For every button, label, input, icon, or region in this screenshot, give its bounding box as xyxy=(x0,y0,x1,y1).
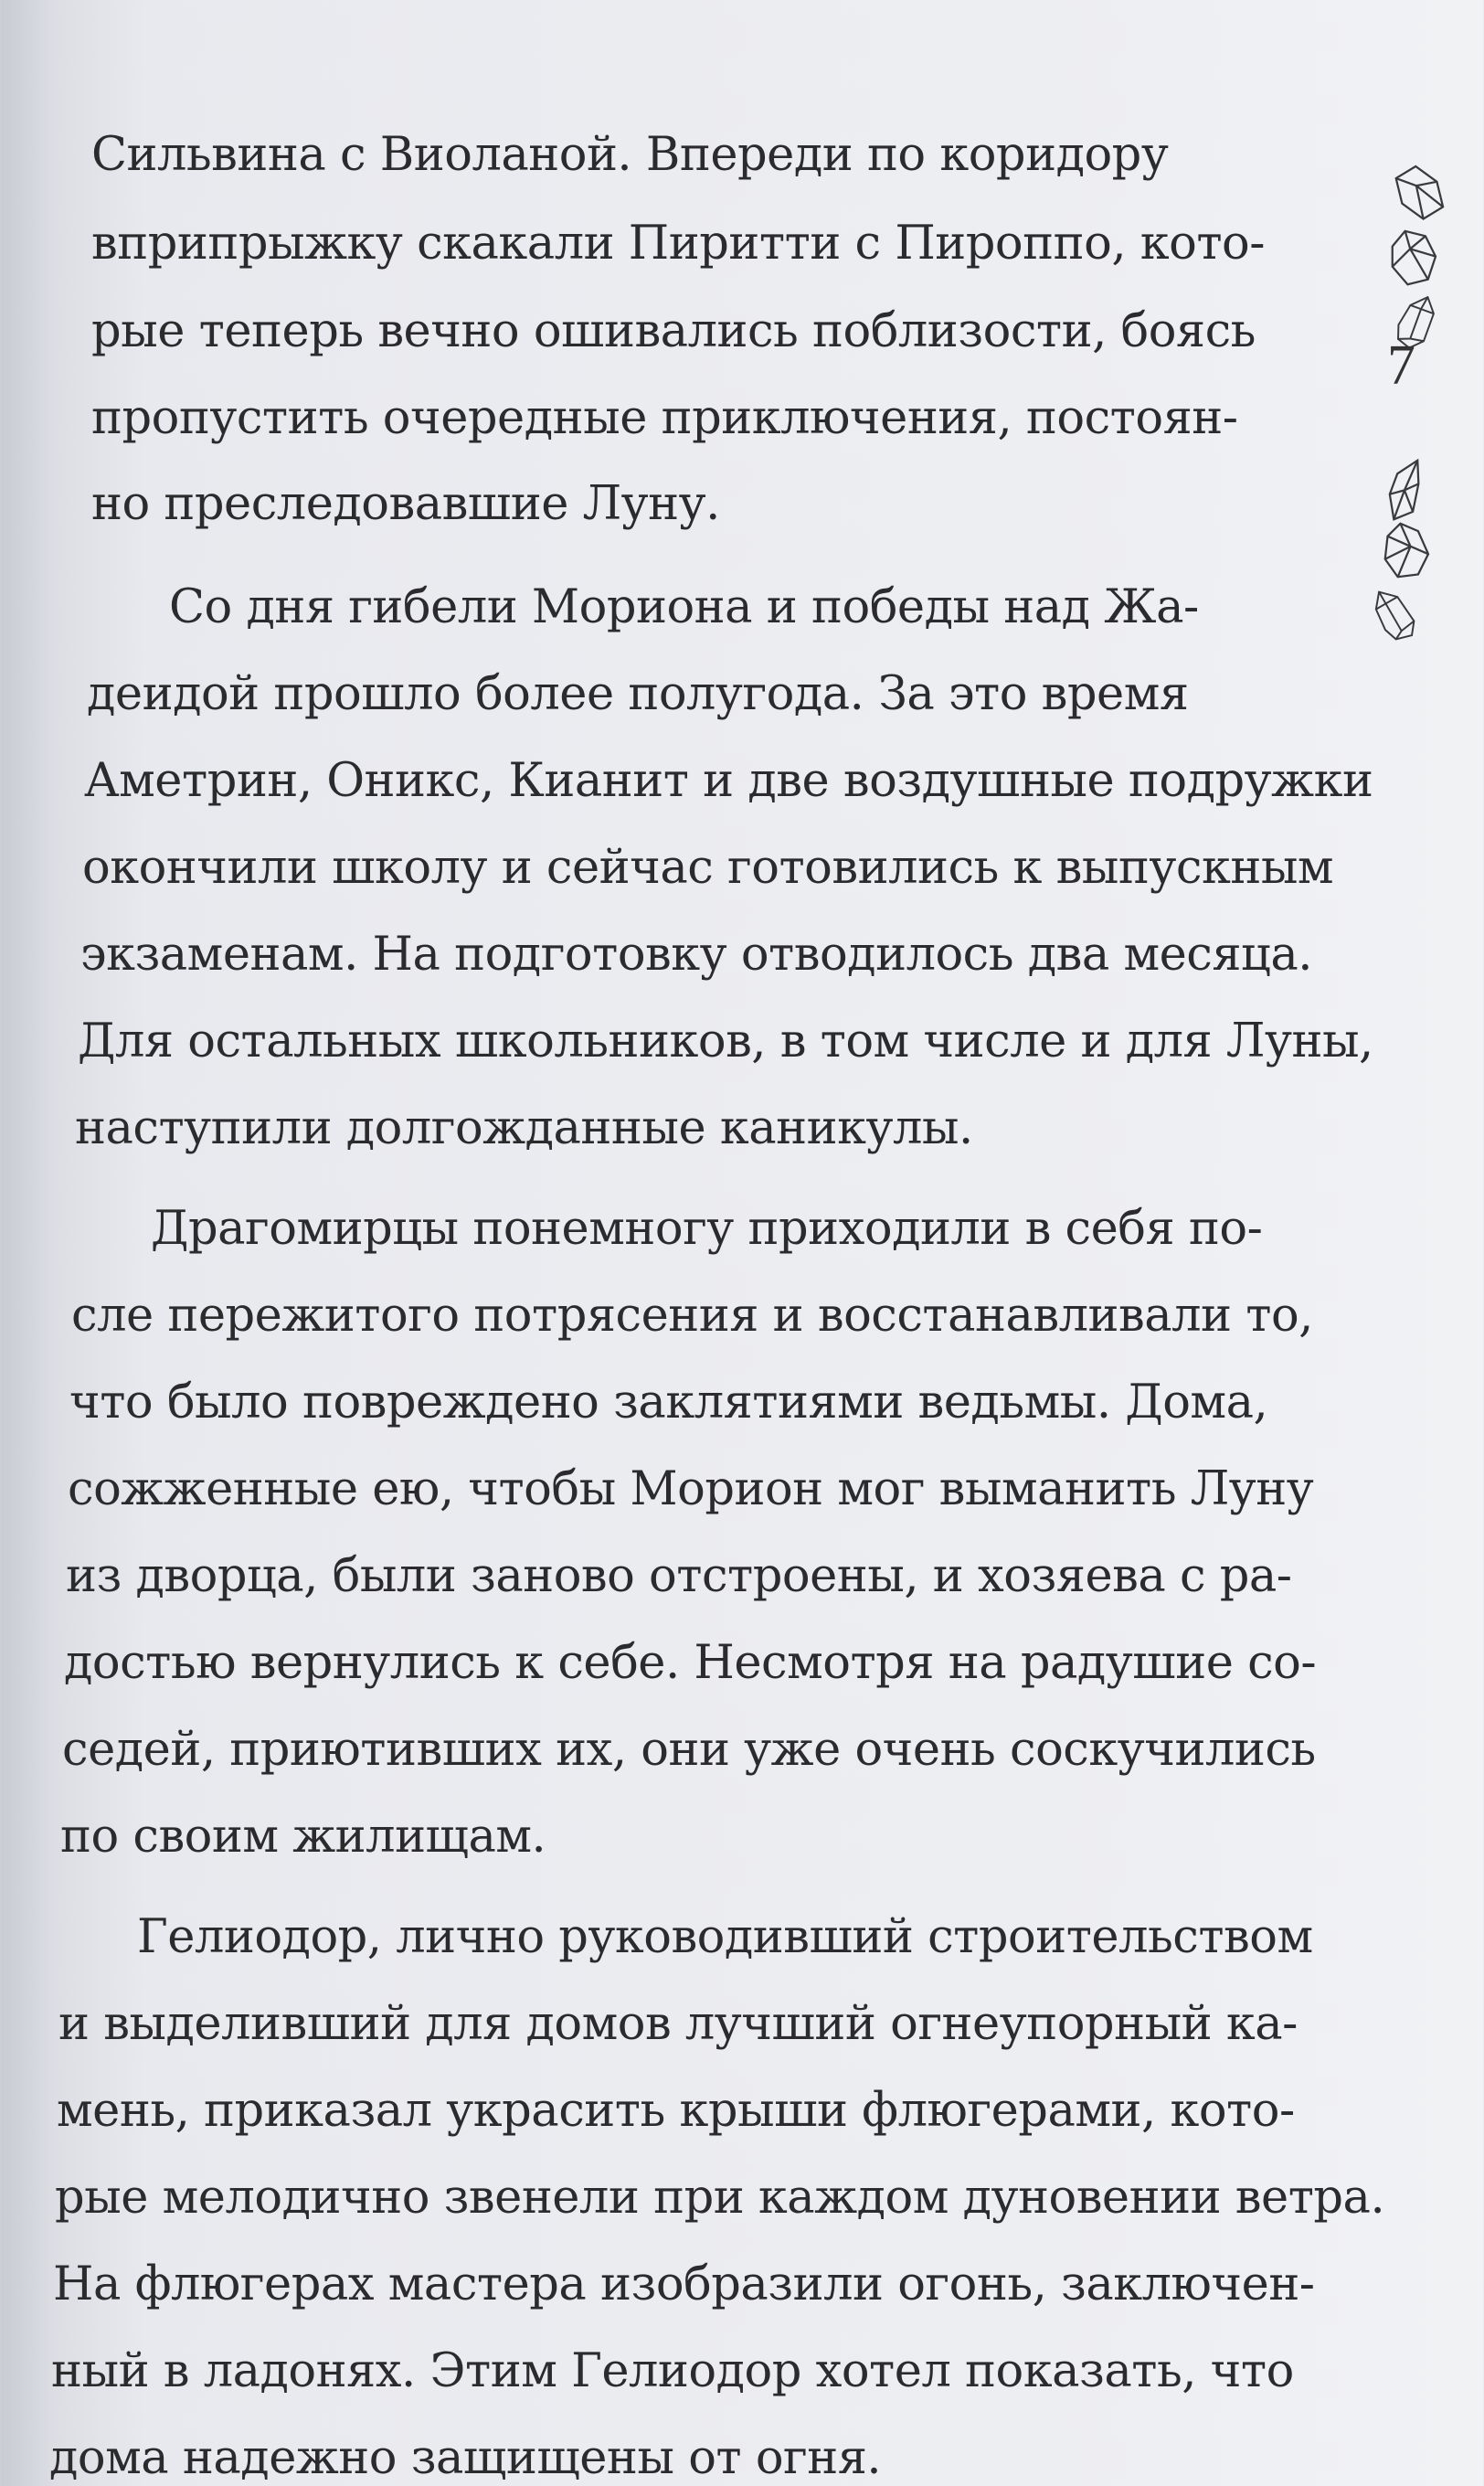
text-line: сожженные ею, чтобы Морион мог выманить Луну xyxy=(68,1462,1314,1516)
text-line: На флюгерах мастера изобразили огонь, заключен- xyxy=(53,2258,1315,2311)
text-line: рые мелодично звенели при каждом дуновении ветра. xyxy=(55,2171,1385,2225)
text-line: Для остальных школьников, в том числе и для Луны, xyxy=(78,1015,1373,1068)
text-line: из дворца, были заново отстроены, и хозяева с ра- xyxy=(66,1549,1292,1603)
text-line: сле пережитого потрясения и восстанавливали то, xyxy=(71,1289,1313,1343)
text-line: дома надежно защищены от огня. xyxy=(49,2431,882,2485)
text-line: и выделивший для домов лучший огнеупорный ка- xyxy=(58,1997,1298,2051)
text-line: Драгомирцы понемногу приходили в себя по- xyxy=(151,1202,1263,1256)
text-line: по своим жилищам. xyxy=(60,1810,546,1864)
text-line: но преследовавшие Луну. xyxy=(91,477,720,531)
page-number: 7 xyxy=(1387,335,1415,397)
text-line: что было повреждено заклятиями ведьмы. Дома, xyxy=(69,1376,1268,1429)
text-line: экзаменам. На подготовку отводилось два месяца. xyxy=(80,928,1312,982)
text-line: мень, приказал украсить крыши флюгерами, кото- xyxy=(57,2084,1295,2138)
text-line: рые теперь вечно ошивались поблизости, боясь xyxy=(91,304,1256,358)
text-line: Гелиодор, лично руководивший строительством xyxy=(137,1910,1313,1964)
text-line: Аметрин, Оникс, Кианит и две воздушные подружки xyxy=(84,754,1373,808)
text-line: наступили долгожданные каникулы. xyxy=(75,1101,973,1155)
crystal-icon xyxy=(1387,228,1438,287)
text-line: Сильвина с Виоланой. Впереди по коридору xyxy=(91,128,1169,182)
crystal-icon xyxy=(1380,521,1431,579)
crystal-icon xyxy=(1375,456,1440,526)
text-line: пропустить очередные приключения, постоян- xyxy=(91,391,1238,445)
text-line: окончили школу и сейчас готовились к выпускным xyxy=(82,841,1334,895)
text-line: Со дня гибели Мориона и победы над Жа- xyxy=(169,580,1199,634)
text-line: вприпрыжку скакали Пиритти с Пироппо, кото- xyxy=(91,217,1265,271)
text-line: достью вернулись к себе. Несмотря на радушие со- xyxy=(64,1636,1317,1690)
text-line: седей, приютивших их, они уже очень соскучились xyxy=(62,1723,1316,1777)
text-line: ный в ладонях. Этим Гелиодор хотел показать, что xyxy=(51,2344,1294,2398)
text-line: деидой прошло более полугода. За это время xyxy=(87,667,1189,721)
crystal-icon xyxy=(1384,156,1456,231)
margin-decoration xyxy=(1371,155,1471,594)
